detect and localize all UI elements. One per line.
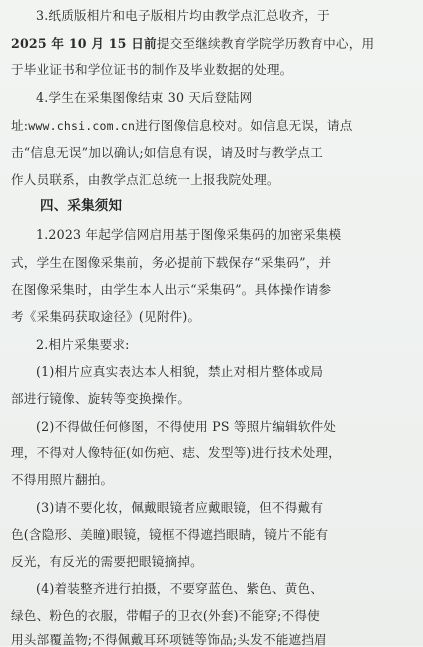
requirement-2-line-2: 理，不得对人像特征(如伤疤、痣、发型等)进行技术处理， [11,445,342,460]
requirement-4-line-3: 用头部覆盖物;不得佩戴耳环项链等饰品;头发不能遮挡眉 [11,632,327,647]
paragraph-4-line-2-rest: 进行图像信息校对。如信息无误，请点 [135,118,353,133]
notice-2-title: 2.相片采集要求: [36,337,130,352]
paragraph-3-line-2-rest: 提交至继续教育学院学历教育中心，用 [156,36,375,51]
notice-1-line-3: 在图像采集时，由学生本人出示“采集码”。具体操作请参 [11,282,332,297]
paragraph-4-line-2 [11,120,353,133]
section-heading-collection-notes: 四、采集须知 [40,198,123,214]
paragraph-3-line-2 [11,38,374,51]
chsi-url-link[interactable]: www.chsi.com.cn [28,119,136,133]
requirement-3-line-2: 色(含隐形、美瞳)眼镜，镜框不得遮挡眼睛，镜片不能有 [11,527,329,542]
paragraph-3-line-3: 于毕业证书和学位证书的制作及毕业数据的处理。 [11,62,293,77]
notice-1-line-1: 1.2023 年起学信网启用基于图像采集码的加密采集模 [36,227,342,242]
notice-1-line-2: 式，学生在图像采集前，务必提前下载保存“采集码”，并 [11,255,332,270]
requirement-1-line-2: 部进行镜像、旋转等变换操作。 [11,391,191,406]
paragraph-4-line-1: 4.学生在采集图像结束 30 天后登陆网 [36,90,253,105]
requirement-2-line-3: 不得用照片翻拍。 [11,472,114,487]
paragraph-3-line-1: 3.纸质版相片和电子版相片均由教学点汇总收齐，于 [36,8,330,23]
paragraph-4-line-4: 作人员联系，由教学点汇总统一上报我院处理。 [11,172,280,187]
requirement-4-line-1: (4)着装整齐进行拍摄，不要穿蓝色、紫色、黄色、 [36,581,324,596]
paragraph-4-line-3: 击“信息无误”加以确认;如信息有误，请及时与教学点工 [11,145,323,160]
requirement-4-line-2: 绿色、粉色的衣服，带帽子的卫衣(外套)不能穿;不得使 [11,608,320,623]
deadline-date: 2025 年 10 月 15 日前 [11,36,157,51]
requirement-1-line-1: (1)相片应真实表达本人相貌，禁止对相片整体或局 [36,364,324,379]
address-prefix: 址: [11,118,29,133]
requirement-3-line-1: (3)请不要化妆，佩戴眼镜者应戴眼镜，但不得戴有 [36,500,324,515]
requirement-3-line-3: 反光，有反光的需要把眼镜摘掉。 [11,554,203,569]
notice-1-line-4: 考《采集码获取途径》(见附件)。 [11,309,201,324]
requirement-2-line-1: (2)不得做任何修图，不得使用 PS 等照片编辑软件处 [36,419,337,434]
